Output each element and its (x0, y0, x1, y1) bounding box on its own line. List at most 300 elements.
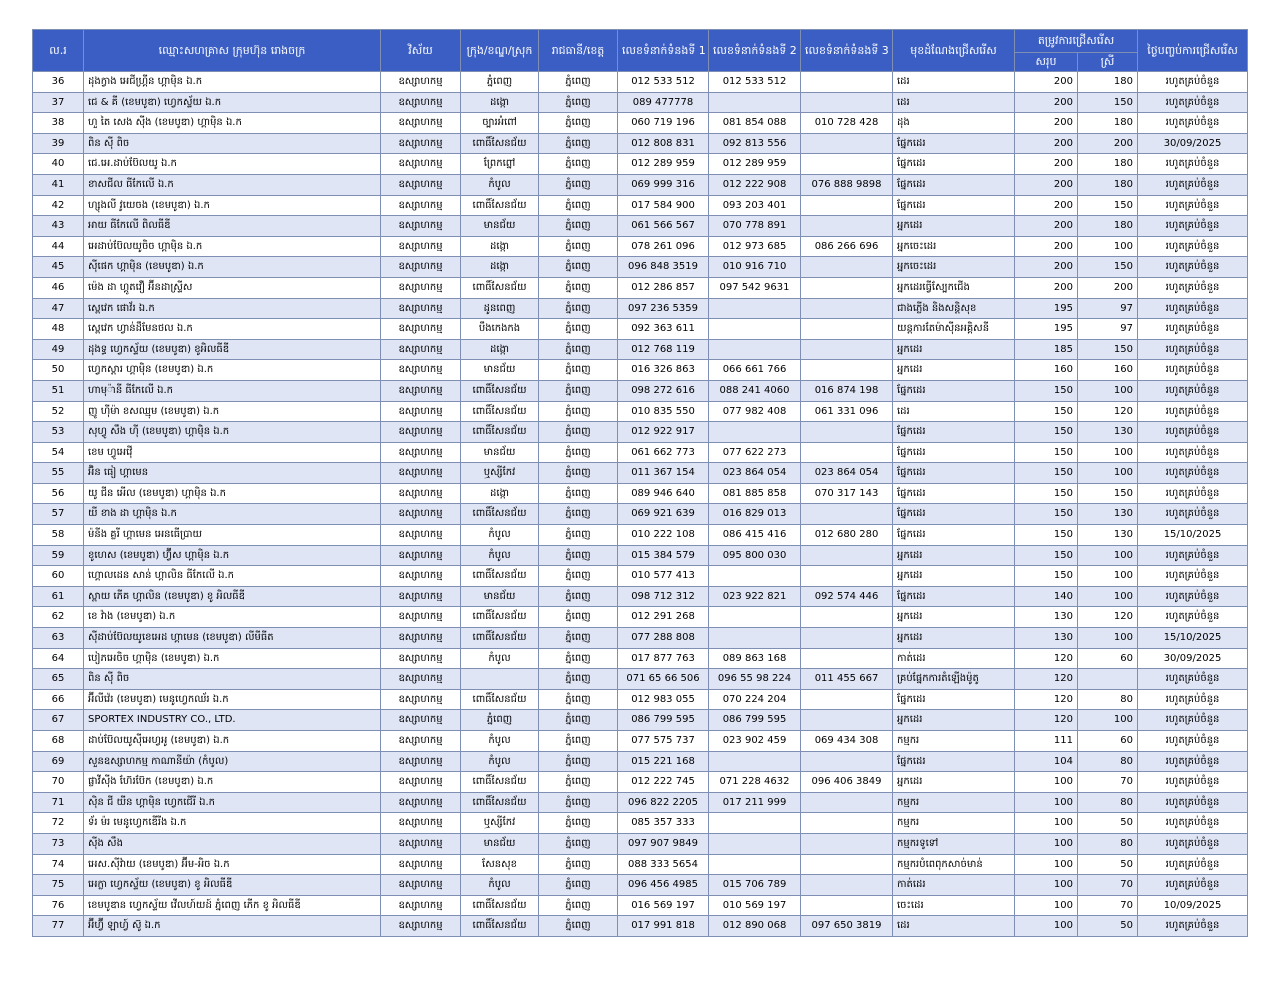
cell-phone-1: 096 456 4985 (618, 875, 709, 896)
cell-phone-3 (801, 833, 893, 854)
cell-sector: ឧស្សាហកម្ម (381, 154, 461, 175)
cell-district: ពោធិ៍សែនជ័យ (461, 277, 539, 298)
cell-no: 73 (33, 833, 84, 854)
cell-sector: ឧស្សាហកម្ម (381, 525, 461, 546)
cell-no: 52 (33, 401, 84, 422)
cell-phone-2: 012 222 908 (709, 174, 801, 195)
cell-female: 50 (1078, 916, 1138, 937)
cell-phone-2: 017 211 999 (709, 792, 801, 813)
cell-company-name: ហ្គោលដេន សាន់ ហ្គាលិន ធីកែលើ ឯ.ក (84, 566, 381, 587)
cell-position: កម្មករបំពេ​ពុកសាច់មាន់ (893, 854, 1015, 875)
cell-phone-1: 010 577 413 (618, 566, 709, 587)
cell-district (461, 669, 539, 690)
cell-no: 44 (33, 236, 84, 257)
cell-position: កាត់ដេរ (893, 648, 1015, 669)
cell-position: អ្នកដេរ (893, 710, 1015, 731)
cell-sector: ឧស្សាហកម្ម (381, 298, 461, 319)
cell-no: 65 (33, 669, 84, 690)
cell-deadline: រហូតគ្រប់ចំនួន (1138, 236, 1248, 257)
cell-deadline: រហូតគ្រប់ចំនួន (1138, 689, 1248, 710)
cell-no: 63 (33, 628, 84, 649)
cell-total: 100 (1015, 895, 1078, 916)
cell-phone-3 (801, 442, 893, 463)
cell-district: ពោធិ៍សែនជ័យ (461, 689, 539, 710)
cell-phone-1: 071 65 66 506 (618, 669, 709, 690)
cell-province: ភ្នំពេញ (539, 628, 618, 649)
table-row (33, 154, 1248, 175)
cell-province: ភ្នំពេញ (539, 463, 618, 484)
table-row (33, 380, 1248, 401)
cell-district: ឬស្សីកែវ (461, 813, 539, 834)
cell-district: កំបូល (461, 731, 539, 752)
cell-phone-3 (801, 628, 893, 649)
cell-female: 200 (1078, 277, 1138, 298)
cell-phone-2 (709, 854, 801, 875)
cell-sector: ឧស្សាហកម្ម (381, 586, 461, 607)
cell-province: ភ្នំពេញ (539, 72, 618, 93)
cell-no: 69 (33, 751, 84, 772)
cell-sector: ឧស្សាហកម្ម (381, 607, 461, 628)
cell-province: ភ្នំពេញ (539, 298, 618, 319)
table-row (33, 916, 1248, 937)
cell-female: 160 (1078, 360, 1138, 381)
cell-total: 100 (1015, 875, 1078, 896)
cell-no: 43 (33, 216, 84, 237)
cell-sector: ឧស្សាហកម្ម (381, 216, 461, 237)
cell-phone-2 (709, 339, 801, 360)
cell-total: 100 (1015, 792, 1078, 813)
cell-phone-1: 098 712 312 (618, 586, 709, 607)
cell-position: ផ្នែកដេរ (893, 689, 1015, 710)
cell-deadline: រហូតគ្រប់ចំនួន (1138, 833, 1248, 854)
table-row (33, 833, 1248, 854)
cell-district: ភ្នំពេញ (461, 72, 539, 93)
cell-district: កំបូល (461, 174, 539, 195)
cell-phone-3 (801, 422, 893, 443)
cell-total: 150 (1015, 504, 1078, 525)
cell-sector: ឧស្សាហកម្ម (381, 710, 461, 731)
cell-phone-1: 069 999 316 (618, 174, 709, 195)
header-company-name: ឈ្មោះសហគ្រាស ក្រុមហ៊ុន រោងចក្រ (84, 30, 381, 72)
cell-total: 200 (1015, 113, 1078, 134)
cell-total: 120 (1015, 669, 1078, 690)
cell-deadline: រហូតគ្រប់ចំនួន (1138, 257, 1248, 278)
cell-province: ភ្នំពេញ (539, 380, 618, 401)
cell-phone-2 (709, 319, 801, 340)
cell-total: 100 (1015, 916, 1078, 937)
cell-company-name: ខាសជីល ធីកែលើ ឯ.ក (84, 174, 381, 195)
cell-company-name: ខូហេស (ខេមបូឌា) ហ្វ៊ីស ហ្គាម៉ិន ឯ.ក (84, 545, 381, 566)
cell-province: ភ្នំពេញ (539, 133, 618, 154)
cell-deadline: រហូតគ្រប់ចំនួន (1138, 113, 1248, 134)
cell-position: កម្មករទូទៅ (893, 833, 1015, 854)
cell-total: 100 (1015, 772, 1078, 793)
cell-phone-3 (801, 751, 893, 772)
cell-province: ភ្នំពេញ (539, 648, 618, 669)
cell-phone-3 (801, 566, 893, 587)
cell-total: 160 (1015, 360, 1078, 381)
cell-female: 150 (1078, 195, 1138, 216)
table-row (33, 133, 1248, 154)
cell-total: 200 (1015, 277, 1078, 298)
cell-no: 62 (33, 607, 84, 628)
cell-phone-3 (801, 813, 893, 834)
cell-total: 130 (1015, 628, 1078, 649)
cell-district: ពោធិ៍សែនជ័យ (461, 422, 539, 443)
cell-phone-3: 069 434 308 (801, 731, 893, 752)
cell-province: ភ្នំពេញ (539, 504, 618, 525)
cell-district: ដង្កោ (461, 92, 539, 113)
cell-company-name: ស៊ីផេក ហ្គាម៉ិន (ខេមបូឌា) ឯ.ក (84, 257, 381, 278)
cell-company-name: ដាប់ប៊ែលយូស៊ីអេហ្វអូ (ខេមបូឌា) ឯ.ក (84, 731, 381, 752)
cell-company-name: អេស.ស៊ីវ៉ាយ (ខេមបូឌា) អ៊ីម-អិច ឯ.ក (84, 854, 381, 875)
cell-deadline: រហូតគ្រប់ចំនួន (1138, 277, 1248, 298)
cell-phone-2 (709, 298, 801, 319)
cell-sector: ឧស្សាហកម្ម (381, 401, 461, 422)
cell-position: អ្នកដេរ (893, 339, 1015, 360)
cell-sector: ឧស្សាហកម្ម (381, 566, 461, 587)
cell-company-name: ខេម ហ្វូអេវ៉ើ (84, 442, 381, 463)
cell-phone-2: 095 800 030 (709, 545, 801, 566)
table-row (33, 360, 1248, 381)
cell-total: 150 (1015, 463, 1078, 484)
cell-sector: ឧស្សាហកម្ម (381, 854, 461, 875)
cell-phone-1: 096 822 2205 (618, 792, 709, 813)
cell-female: 100 (1078, 566, 1138, 587)
cell-position: អ្នកដេរ (893, 360, 1015, 381)
cell-district: ពោធិ៍សែនជ័យ (461, 916, 539, 937)
cell-phone-3: 070 317 143 (801, 483, 893, 504)
table-row (33, 895, 1248, 916)
cell-sector: ឧស្សាហកម្ម (381, 339, 461, 360)
table-row (33, 298, 1248, 319)
cell-no: 38 (33, 113, 84, 134)
cell-company-name: ស៊ិន ជី យីន ហ្គាម៉ិន ហ្វេកជើរី ឯ.ក (84, 792, 381, 813)
cell-position: ផ្នែកដេរ (893, 174, 1015, 195)
cell-no: 57 (33, 504, 84, 525)
cell-phone-2: 023 864 054 (709, 463, 801, 484)
table-row (33, 566, 1248, 587)
cell-district: ដង្កោ (461, 339, 539, 360)
table-row (33, 113, 1248, 134)
cell-deadline: រហូតគ្រប់ចំនួន (1138, 566, 1248, 587)
cell-province: ភ្នំពេញ (539, 586, 618, 607)
cell-deadline: រហូតគ្រប់ចំនួន (1138, 216, 1248, 237)
cell-province: ភ្នំពេញ (539, 813, 618, 834)
cell-total: 120 (1015, 648, 1078, 669)
cell-province: ភ្នំពេញ (539, 916, 618, 937)
cell-sector: ឧស្សាហកម្ម (381, 895, 461, 916)
cell-female: 100 (1078, 380, 1138, 401)
cell-phone-1: 096 848 3519 (618, 257, 709, 278)
cell-no: 72 (33, 813, 84, 834)
cell-company-name: យូ ជីន អើល (ខេមបូឌា) ហ្គាម៉ិន ឯ.ក (84, 483, 381, 504)
cell-no: 39 (33, 133, 84, 154)
table-row (33, 710, 1248, 731)
cell-total: 200 (1015, 195, 1078, 216)
cell-total: 104 (1015, 751, 1078, 772)
cell-deadline: រហូតគ្រប់ចំនួន (1138, 380, 1248, 401)
cell-total: 120 (1015, 689, 1078, 710)
cell-province: ភ្នំពេញ (539, 689, 618, 710)
cell-province: ភ្នំពេញ (539, 545, 618, 566)
cell-province: ភ្នំពេញ (539, 113, 618, 134)
cell-position: ផ្នែកដេរ (893, 154, 1015, 175)
cell-position: ផ្នែកដេរ (893, 422, 1015, 443)
cell-district: ដង្កោ (461, 483, 539, 504)
cell-no: 74 (33, 854, 84, 875)
cell-total: 200 (1015, 257, 1078, 278)
table-row (33, 257, 1248, 278)
cell-position: កម្មករ (893, 792, 1015, 813)
cell-phone-1: 015 384 579 (618, 545, 709, 566)
cell-province: ភ្នំពេញ (539, 174, 618, 195)
table-row (33, 792, 1248, 813)
cell-district: កំបូល (461, 875, 539, 896)
cell-province: ភ្នំពេញ (539, 319, 618, 340)
cell-province: ភ្នំពេញ (539, 442, 618, 463)
cell-phone-1: 077 575 737 (618, 731, 709, 752)
cell-phone-2 (709, 92, 801, 113)
cell-total: 200 (1015, 236, 1078, 257)
cell-no: 77 (33, 916, 84, 937)
cell-total: 150 (1015, 545, 1078, 566)
table-header (33, 30, 1248, 72)
cell-district: ដង្កោ (461, 236, 539, 257)
cell-company-name: ខេ វ៉ាង (ខេមបូឌា) ឯ.ក (84, 607, 381, 628)
cell-province: ភ្នំពេញ (539, 607, 618, 628)
cell-phone-2: 066 661 766 (709, 360, 801, 381)
cell-total: 100 (1015, 833, 1078, 854)
cell-district: មានជ័យ (461, 833, 539, 854)
cell-deadline: 15/10/2025 (1138, 628, 1248, 649)
table-row (33, 442, 1248, 463)
cell-sector: ឧស្សាហកម្ម (381, 277, 461, 298)
cell-phone-2: 086 799 595 (709, 710, 801, 731)
cell-total: 130 (1015, 607, 1078, 628)
cell-position: អ្នកដេរ (893, 216, 1015, 237)
cell-position: អ្នកចេះដេរ (893, 257, 1015, 278)
cell-female: 180 (1078, 154, 1138, 175)
cell-phone-1: 016 569 197 (618, 895, 709, 916)
cell-female: 100 (1078, 236, 1138, 257)
cell-no: 71 (33, 792, 84, 813)
cell-deadline: 30/09/2025 (1138, 648, 1248, 669)
cell-company-name: ដុងទ្ធ ហ្វេកស្ទ័យ (ខេមបូឌា) ខូអិលធីឌី (84, 339, 381, 360)
cell-female: 180 (1078, 216, 1138, 237)
cell-female: 50 (1078, 813, 1138, 834)
cell-female: 80 (1078, 689, 1138, 710)
table-row (33, 463, 1248, 484)
cell-deadline: រហូតគ្រប់ចំនួន (1138, 319, 1248, 340)
cell-sector: ឧស្សាហកម្ម (381, 360, 461, 381)
cell-deadline: 30/09/2025 (1138, 133, 1248, 154)
cell-phone-1: 012 983 055 (618, 689, 709, 710)
cell-company-name: ហាមុ៉ានី ធីកែលើ ឯ.ក (84, 380, 381, 401)
cell-total: 200 (1015, 92, 1078, 113)
cell-female: 100 (1078, 628, 1138, 649)
cell-sector: ឧស្សាហកម្ម (381, 113, 461, 134)
cell-sector: ឧស្សាហកម្ម (381, 689, 461, 710)
cell-no: 49 (33, 339, 84, 360)
cell-position: អ្នកដេរ (893, 607, 1015, 628)
cell-province: ភ្នំពេញ (539, 895, 618, 916)
cell-phone-2: 081 854 088 (709, 113, 801, 134)
cell-deadline: រហូតគ្រប់ចំនួន (1138, 442, 1248, 463)
cell-province: ភ្នំពេញ (539, 525, 618, 546)
cell-company-name: ទ័រ ម៉រ មេនូហ្វេកឌើរីង ឯ.ក (84, 813, 381, 834)
table-row (33, 401, 1248, 422)
cell-phone-3 (801, 710, 893, 731)
cell-sector: ឧស្សាហកម្ម (381, 442, 461, 463)
cell-sector: ឧស្សាហកម្ម (381, 319, 461, 340)
header-phone-2: លេខទំនាក់ទំនងទី 2 (709, 30, 801, 72)
cell-phone-3: 076 888 9898 (801, 174, 893, 195)
cell-female: 97 (1078, 319, 1138, 340)
cell-phone-1: 012 533 512 (618, 72, 709, 93)
cell-position: ដេរ (893, 92, 1015, 113)
cell-phone-3: 086 266 696 (801, 236, 893, 257)
cell-female: 130 (1078, 422, 1138, 443)
cell-phone-2: 015 706 789 (709, 875, 801, 896)
cell-phone-3 (801, 339, 893, 360)
cell-company-name: SPORTEX INDUSTRY CO., LTD. (84, 710, 381, 731)
cell-district: ពោធិ៍សែនជ័យ (461, 772, 539, 793)
cell-phone-2: 012 289 959 (709, 154, 801, 175)
cell-deadline: រហូតគ្រប់ចំនួន (1138, 339, 1248, 360)
cell-district: ពោធិ៍សែនជ័យ (461, 792, 539, 813)
cell-no: 58 (33, 525, 84, 546)
cell-phone-2 (709, 813, 801, 834)
table-row (33, 277, 1248, 298)
table-row (33, 813, 1248, 834)
cell-no: 59 (33, 545, 84, 566)
cell-district: បឹងកេងកង (461, 319, 539, 340)
cell-deadline: រហូតគ្រប់ចំនួន (1138, 360, 1248, 381)
cell-sector: ឧស្សាហកម្ម (381, 545, 461, 566)
cell-phone-2: 086 415 416 (709, 525, 801, 546)
cell-sector: ឧស្សាហកម្ម (381, 792, 461, 813)
cell-company-name: ពិន ស៊ី ពិច (84, 133, 381, 154)
cell-phone-3 (801, 257, 893, 278)
table-row (33, 586, 1248, 607)
cell-district: ឬស្សីកែវ (461, 463, 539, 484)
cell-company-name: ពិន ស៊ី ពិច (84, 669, 381, 690)
cell-no: 56 (33, 483, 84, 504)
cell-company-name: អេដាប់ប៊ែលយូចិច ហ្គាម៉ិន ឯ.ក (84, 236, 381, 257)
header-recruit-need: តម្រូវការជ្រើសរើស (1015, 30, 1138, 53)
cell-phone-1: 012 768 119 (618, 339, 709, 360)
cell-province: ភ្នំពេញ (539, 792, 618, 813)
cell-district: ពោធិ៍សែនជ័យ (461, 628, 539, 649)
table-row (33, 504, 1248, 525)
cell-phone-1: 098 272 616 (618, 380, 709, 401)
table-row (33, 525, 1248, 546)
cell-position: ផ្នែកដេរ (893, 463, 1015, 484)
cell-total: 195 (1015, 319, 1078, 340)
cell-no: 40 (33, 154, 84, 175)
cell-phone-1: 017 877 763 (618, 648, 709, 669)
cell-phone-2: 071 228 4632 (709, 772, 801, 793)
cell-female: 120 (1078, 607, 1138, 628)
cell-phone-2: 010 569 197 (709, 895, 801, 916)
cell-province: ភ្នំពេញ (539, 257, 618, 278)
cell-total: 150 (1015, 422, 1078, 443)
cell-phone-3: 012 680 280 (801, 525, 893, 546)
cell-female: 150 (1078, 92, 1138, 113)
cell-female: 100 (1078, 586, 1138, 607)
cell-district: មានជ័យ (461, 360, 539, 381)
cell-phone-1: 012 286 857 (618, 277, 709, 298)
cell-total: 200 (1015, 216, 1078, 237)
table-row (33, 731, 1248, 752)
cell-phone-3 (801, 92, 893, 113)
cell-sector: ឧស្សាហកម្ម (381, 731, 461, 752)
cell-deadline: រហូតគ្រប់ចំនួន (1138, 875, 1248, 896)
cell-position: ដុង (893, 113, 1015, 134)
cell-province: ភ្នំពេញ (539, 277, 618, 298)
cell-company-name: ខេមបូឌាន ហ្វេកស្ទ័យ វើលហ៍យដ៍ ភ្នំពេញ ភើក ខូ អិលធីឌី (84, 895, 381, 916)
cell-phone-3 (801, 545, 893, 566)
cell-no: 61 (33, 586, 84, 607)
cell-district: មានជ័យ (461, 442, 539, 463)
cell-female: 180 (1078, 113, 1138, 134)
cell-deadline: រហូតគ្រប់ចំនួន (1138, 154, 1248, 175)
cell-district: កំបូល (461, 648, 539, 669)
cell-phone-2 (709, 422, 801, 443)
cell-sector: ឧស្សាហកម្ម (381, 504, 461, 525)
cell-province: ភ្នំពេញ (539, 710, 618, 731)
cell-province: ភ្នំពេញ (539, 236, 618, 257)
cell-total: 100 (1015, 854, 1078, 875)
cell-no: 66 (33, 689, 84, 710)
cell-district: ពោធិ៍សែនជ័យ (461, 380, 539, 401)
cell-deadline: រហូតគ្រប់ចំនួន (1138, 504, 1248, 525)
cell-sector: ឧស្សាហកម្ម (381, 422, 461, 443)
cell-province: ភ្នំពេញ (539, 875, 618, 896)
cell-sector: ឧស្សាហកម្ម (381, 669, 461, 690)
cell-total: 150 (1015, 525, 1078, 546)
cell-province: ភ្នំពេញ (539, 339, 618, 360)
cell-position: ផ្នែកដេរ (893, 380, 1015, 401)
cell-female: 70 (1078, 772, 1138, 793)
table-row (33, 545, 1248, 566)
cell-phone-3: 023 864 054 (801, 463, 893, 484)
cell-phone-1: 017 991 818 (618, 916, 709, 937)
header-total: សរុប (1015, 53, 1078, 72)
cell-phone-2: 016 829 013 (709, 504, 801, 525)
cell-total: 100 (1015, 813, 1078, 834)
cell-deadline: រហូតគ្រប់ចំនួន (1138, 710, 1248, 731)
cell-female: 60 (1078, 648, 1138, 669)
cell-female: 70 (1078, 875, 1138, 896)
cell-no: 45 (33, 257, 84, 278)
cell-sector: ឧស្សាហកម្ម (381, 236, 461, 257)
cell-district: ពោធិ៍សែនជ័យ (461, 504, 539, 525)
table-row (33, 92, 1248, 113)
cell-phone-1: 011 367 154 (618, 463, 709, 484)
cell-district: ភ្នំពេញ (461, 710, 539, 731)
cell-phone-3: 061 331 096 (801, 401, 893, 422)
cell-phone-3 (801, 875, 893, 896)
cell-province: ភ្នំពេញ (539, 566, 618, 587)
cell-district: ដង្កោ (461, 257, 539, 278)
cell-phone-3: 010 728 428 (801, 113, 893, 134)
cell-no: 48 (33, 319, 84, 340)
cell-district: ពោធិ៍សែនជ័យ (461, 607, 539, 628)
cell-position: ផ្នែកដេរ (893, 525, 1015, 546)
cell-phone-2: 070 224 204 (709, 689, 801, 710)
